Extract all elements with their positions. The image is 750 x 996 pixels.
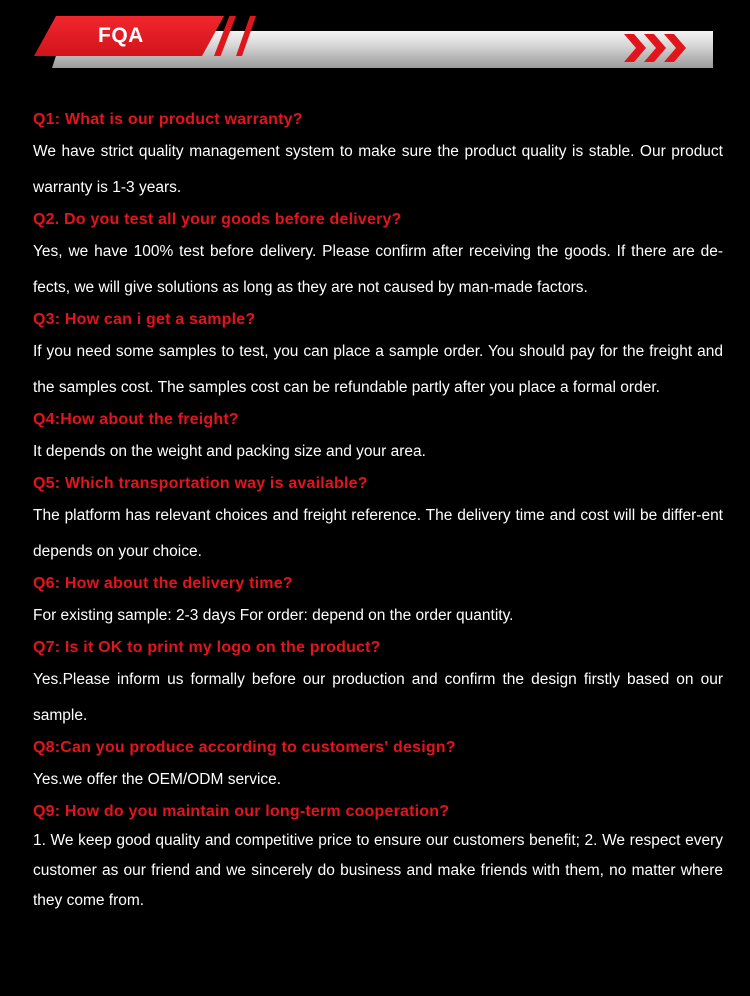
faq-item [33,798,723,916]
faq-question: Q7: Is it OK to print my logo on the product? [33,639,381,656]
faq-item [33,470,723,570]
faq-answer: We have strict quality management system to make sure the product quality is stable. Our product warranty is 1-3 years. [33,143,723,196]
faq-question: Q5: Which transportation way is available? [33,475,368,492]
faq-item [33,306,723,406]
faq-question: Q3: How can i get a sample? [33,311,256,328]
faq-answer: Yes.Please inform us formally before our production and confirm the design firstly based on our sample. [33,671,723,724]
faq-answer: If you need some samples to test, you can place a sample order. You should pay for the freight and the samples cost. The samples cost can be refundable partly after you place a formal order. [33,343,723,396]
page-title: FQA [98,24,144,47]
faq-question: Q6: How about the delivery time? [33,575,293,592]
faq-question: Q1: What is our product warranty? [33,111,303,128]
faq-item [33,206,723,306]
faq-item [33,106,723,206]
faq-answer: Yes, we have 100% test before delivery. Please confirm after receiving the goods. If there are de-fects, we will give solutions as long as they are not caused by man-made factors. [33,243,723,296]
faq-list [33,106,723,916]
faq-answer: Yes.we offer the OEM/ODM service. [33,771,282,788]
faq-item [33,634,723,734]
faq-answer: It depends on the weight and packing size and your area. [33,443,426,460]
header-banner [0,0,750,90]
faq-answer: 1. We keep good quality and competitive price to ensure our customers benefit; 2. We respect every customer as our friend and we sincerely do business and make friends with them, no matter where they come from. [33,832,723,909]
faq-answer: For existing sample: 2-3 days For order: depend on the order quantity. [33,607,514,624]
faq-item [33,570,723,634]
faq-item [33,734,723,798]
faq-question: Q9: How do you maintain our long-term cooperation? [33,803,450,820]
faq-question: Q2. Do you test all your goods before delivery? [33,211,402,228]
faq-item [33,406,723,470]
faq-answer: The platform has relevant choices and freight reference. The delivery time and cost will be differ-ent depends on your choice. [33,507,723,560]
faq-question: Q4:How about the freight? [33,411,239,428]
triple-chevron-right-icon [624,30,694,66]
faq-question: Q8:Can you produce according to customers' design? [33,739,456,756]
